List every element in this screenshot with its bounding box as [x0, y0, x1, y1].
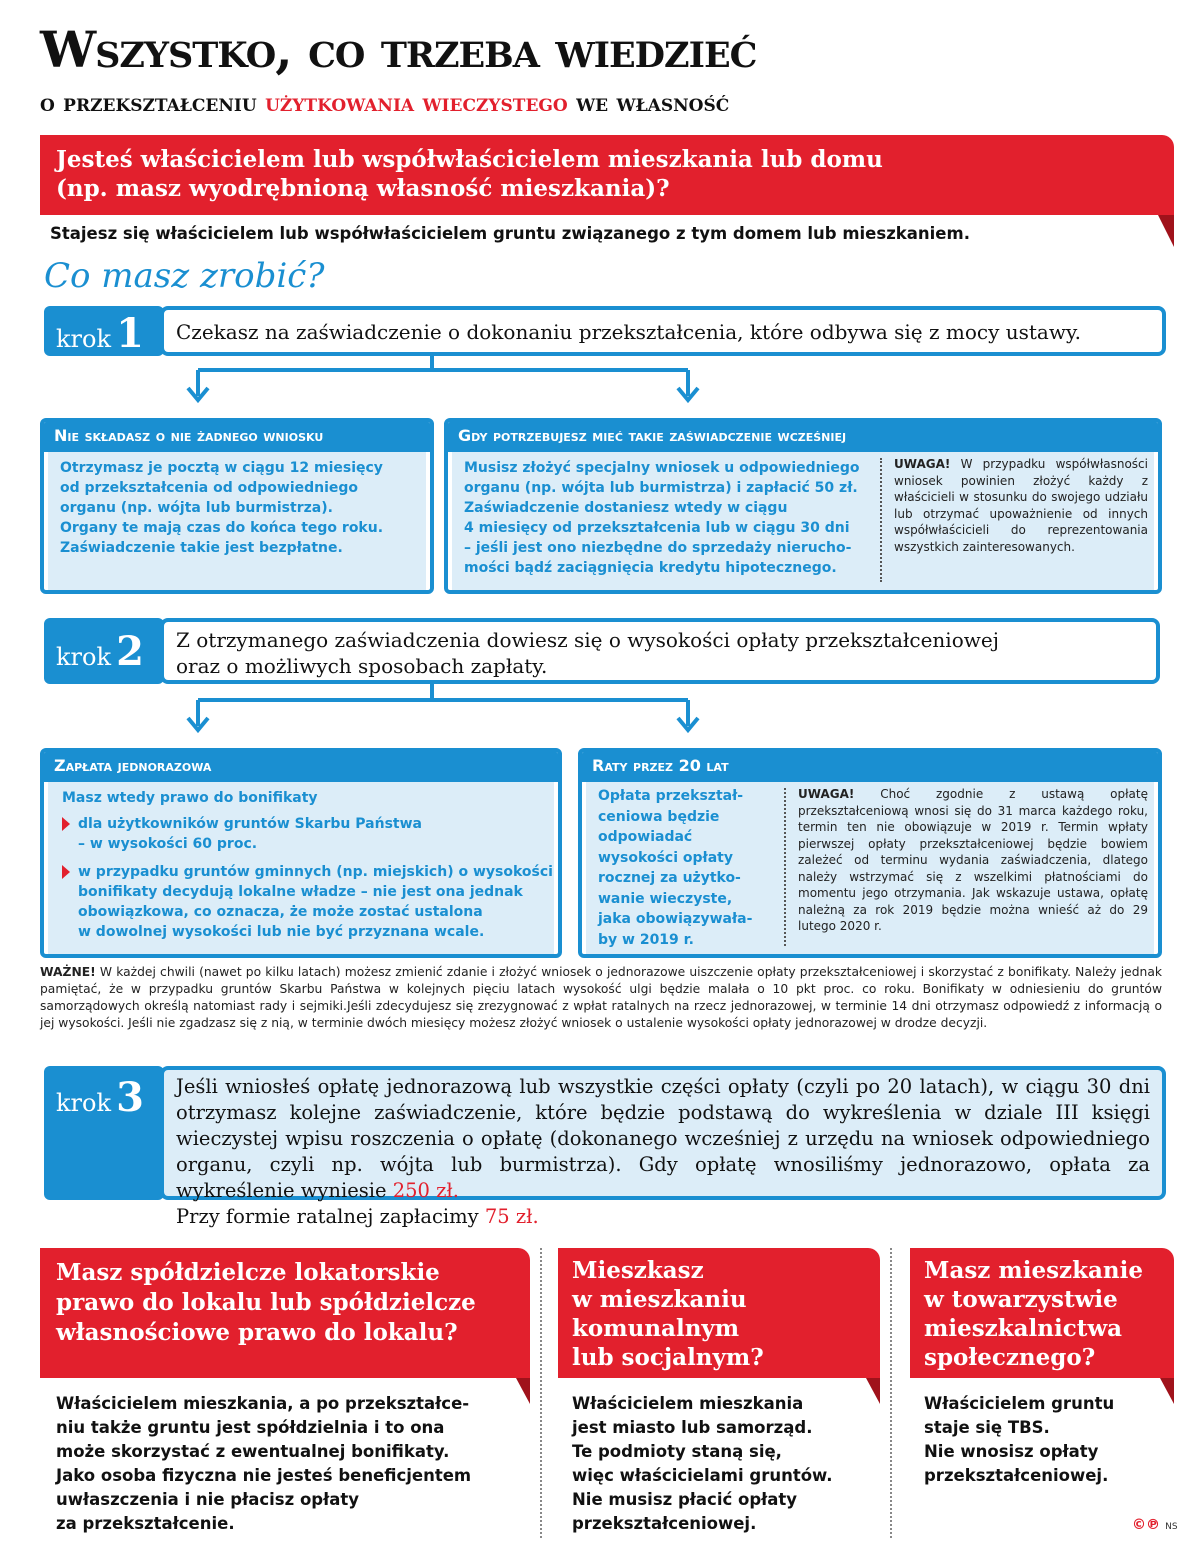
bullet-arrow-icon — [62, 817, 70, 831]
banner-fold — [1158, 215, 1174, 247]
step2-right-line: rocznej za użytko- — [598, 870, 741, 886]
owner-banner-line1: Jesteś właścicielem lub współwłaścicielem mieszkania lub domu — [56, 146, 883, 173]
krok-3-body: Jeśli wniosłeś opłatę jednorazową lub wszystkie części opłaty (czyli po 20 latach), w ciągu 30 dni otrzymasz kolejne zaświadczenie, które będzie podstawą do wykreślenia w dziale III księgi wieczystej wpisu roszczenia o opłatę (dokonanego wcześniej z urzędu na wniosek odpowiedniego organu, czyli np. wójta lub burmistrza). Gdy opłatę wnosiliśmy jednorazowo, opłata za wykreślenie wyniesie — [176, 1075, 1150, 1202]
step2-right-line: odpowiadać — [598, 829, 693, 845]
step2-note-text: Choć zgodnie z ustawą opłatę przekształceniową wnosi się do 31 marca każdego roku, termin ten nie obowiązuje w 2019 r. Termin wpłaty pierwszej opłaty przekształceniowej będzie bowiem zależeć od terminu wydania zaświadczenia, dlatego należy wstrzymać się z wszelkimi płatnościami do momentu jego otrzymania. Jak wskazuje ustawa, opłatę należną za rok 2019 będzie można wnieść aż do 29 lutego 2020 r. — [798, 787, 1148, 933]
step1-note — [894, 456, 1148, 555]
tbs-line: Nie wnosisz opłaty — [924, 1442, 1099, 1461]
municipal-heading-line: komunalnym — [572, 1315, 740, 1342]
municipal-line: Nie musisz płacić opłaty — [572, 1490, 798, 1509]
step1-note-label: UWAGA! — [894, 457, 951, 471]
important-note — [40, 964, 1162, 1032]
krok-3-number: 3 — [116, 1074, 144, 1121]
subtitle-part3: we własność — [576, 88, 730, 117]
tbs-heading-line: społecznego? — [924, 1344, 1096, 1371]
coop-line: niu także gruntu jest spółdzielnia i to ona — [56, 1418, 445, 1437]
step2-bullet1-line: – w wysokości 60 proc. — [78, 836, 258, 852]
step2-bullet2-line: obowiązkowa, co oznacza, że może zostać ustalona — [78, 904, 483, 920]
krok-2-line1: Z otrzymanego zaświadczenia dowiesz się o wysokości opłaty przekształceniowej — [176, 628, 999, 652]
municipal-heading-line: Mieszkasz — [572, 1257, 704, 1284]
bullet-arrow-icon — [62, 865, 70, 879]
step1-left-line: Otrzymasz je pocztą w ciągu 12 miesięcy — [60, 460, 383, 476]
step1-right-panel — [444, 418, 1162, 594]
step2-right-panel — [578, 748, 1162, 958]
krok-3-tab — [44, 1066, 164, 1200]
important-text: W każdej chwili (nawet po kilku latach) możesz zmienić zdanie i złożyć wniosek o jednorazowe uiszczenie opłaty przekształceniowej i skorzystać z bonifikaty. Należy jednak pamiętać, że w przypadku gruntów Skarbu Państwa w kolejnych pięciu latach wysokość ulgi będzie malała o 10 pkt proc. co roku. Bonifikaty w odniesieniu do gruntów samorządowych określą natomiast rady i sejmiki.Jeśli zdecydujesz się zrezygnować z wpłat ratalnych na rzecz jednorazowej, w terminie 14 dni otrzymasz odpowiedź z informacją o jej wysokości. Jeśli nie zgadzasz się z nią, w terminie dwóch miesięcy możesz złożyć wniosek o ustalenie wysokości opłaty jednorazowej w drodze decyzji. — [40, 965, 1162, 1030]
divider-2 — [890, 1248, 892, 1538]
tbs-banner — [910, 1248, 1174, 1378]
krok-2-box — [160, 618, 1160, 684]
step1-connector-line — [198, 354, 688, 396]
step2-right-line: ceniowa będzie — [598, 808, 720, 825]
krok-1-box — [160, 306, 1166, 356]
tbs-line: staje się TBS. — [924, 1418, 1050, 1437]
step2-left-body — [48, 782, 554, 954]
krok-3-word: krok — [56, 1089, 112, 1117]
tbs-line: przekształceniowej. — [924, 1466, 1109, 1485]
step1-right-line: organu (np. wójta lub burmistrza) i zapłacić 50 zł. — [464, 480, 858, 496]
step1-right-body — [452, 452, 1154, 590]
tbs-body — [924, 1392, 1164, 1488]
krok-3-amount1: 250 zł. — [392, 1179, 459, 1202]
step2-left-heading: Zapłata jednorazowa — [44, 752, 558, 782]
divider-1 — [540, 1248, 542, 1538]
step1-left-line: od przekształcenia od odpowiedniego — [60, 480, 359, 496]
step1-connector — [180, 354, 720, 410]
step2-note-divider — [784, 788, 786, 946]
municipal-line: więc właścicielami gruntów. — [572, 1466, 833, 1485]
step1-left-heading: Nie składasz o nie żadnego wniosku — [44, 422, 430, 452]
step2-bullet2-line: w dowolnej wysokości lub nie być przyznana wcale. — [78, 924, 485, 940]
step2-note-label: UWAGA! — [798, 787, 855, 801]
step2-right-heading: Raty przez 20 lat — [582, 752, 1158, 782]
step1-right-line: – jeśli jest ono niezbędne do sprzedaży nierucho- — [464, 540, 852, 556]
step1-right-line: Musisz złożyć specjalny wniosek u odpowiedniego — [464, 460, 860, 476]
step1-left-panel — [40, 418, 434, 594]
krok-3-amount2: 75 zł. — [484, 1205, 539, 1228]
subtitle-part2: użytkowania wieczystego — [265, 88, 568, 117]
coop-heading-line: własnościowe prawo do lokalu? — [56, 1319, 458, 1346]
important-label: WAŻNE! — [40, 965, 96, 979]
krok-2-tab — [44, 618, 164, 684]
step1-note-text: W przypadku współwłasności wniosek powinien złożyć każdy z właścicieli w stosunku do swojego udziału lub otrzymać upoważnienie od innych współwłaścicieli do reprezentowania wszystkich zainteresowanych. — [894, 457, 1148, 554]
tbs-heading-line: Masz mieszkanie — [924, 1257, 1144, 1284]
page-title: Wszystko, co trzeba wiedzieć — [40, 20, 757, 79]
municipal-line: jest miasto lub samorząd. — [572, 1418, 813, 1437]
tbs-heading-line: w towarzystwie — [924, 1286, 1118, 1313]
coop-banner — [40, 1248, 530, 1378]
municipal-line: Te podmioty staną się, — [572, 1442, 782, 1461]
step2-connector-line — [198, 682, 688, 726]
municipal-body — [572, 1392, 872, 1536]
step1-right-heading: Gdy potrzebujesz mieć takie zaświadczenie wcześniej — [448, 422, 1158, 452]
step1-note-divider — [880, 458, 882, 582]
krok-2-line2: oraz o możliwych sposobach zapłaty. — [176, 654, 548, 678]
krok-3-box — [160, 1066, 1166, 1228]
step2-bullet2-line: w przypadku gruntów gminnych (np. miejskich) o wysokości — [78, 864, 553, 880]
coop-line: za przekształcenie. — [56, 1514, 235, 1533]
step1-left-line: organu (np. wójta lub burmistrza). — [60, 500, 333, 516]
tbs-line: Właścicielem gruntu — [924, 1394, 1115, 1413]
coop-heading-line: Masz spółdzielcze lokatorskie — [56, 1259, 440, 1286]
step2-right-line: by w 2019 r. — [598, 931, 694, 948]
krok-2-number: 2 — [116, 628, 144, 675]
step1-right-line: 4 miesięcy od przekształcenia lub w ciągu 30 dni — [464, 520, 850, 536]
krok-1-word: krok — [56, 325, 112, 353]
step1-left-body — [48, 452, 426, 590]
owner-banner — [40, 135, 1174, 215]
coop-heading-line: prawo do lokalu lub spółdzielcze — [56, 1289, 476, 1316]
step2-left-intro: Masz wtedy prawo do bonifikaty — [62, 790, 318, 806]
step1-left-line: Organy te mają czas do końca tego roku. — [60, 520, 384, 536]
municipal-line: przekształceniowej. — [572, 1514, 757, 1533]
step2-right-line: jaka obowiązywała- — [598, 911, 753, 927]
step2-left-panel — [40, 748, 562, 958]
krok-3-body2: Przy formie ratalnej zapłacimy — [176, 1205, 479, 1228]
coop-line: może skorzystać z ewentualnej bonifikaty. — [56, 1442, 450, 1461]
tbs-heading-line: mieszkalnictwa — [924, 1315, 1123, 1342]
step2-right-line: wysokości opłaty — [598, 849, 733, 866]
municipal-heading-line: w mieszkaniu — [572, 1286, 747, 1313]
coop-body — [56, 1392, 526, 1536]
step2-right-line: wanie wieczyste, — [598, 890, 733, 907]
owner-banner-line2: (np. masz wyodrębnioną własność mieszkania)? — [56, 175, 670, 202]
krok-1-text: Czekasz na zaświadczenie o dokonaniu przekształcenia, które odbywa się z mocy ustawy. — [176, 320, 1081, 344]
coop-line: Jako osoba fizyczna nie jesteś beneficjentem — [56, 1466, 472, 1485]
krok-2-word: krok — [56, 643, 112, 671]
step2-connector — [180, 682, 720, 742]
subtitle-part1: o przekształceniu — [40, 88, 257, 117]
owner-statement: Stajesz się właścicielem lub współwłaścicielem gruntu związanego z tym domem lub mieszkaniem. — [50, 224, 970, 243]
step2-right-line: Opłata przekształ- — [598, 788, 744, 804]
author-initials: NS — [1165, 1522, 1178, 1532]
footer-credit — [1132, 1514, 1178, 1533]
step2-bullet1-line: dla użytkowników gruntów Skarbu Państwa — [78, 816, 422, 832]
step1-left-line: Zaświadczenie takie jest bezpłatne. — [60, 540, 343, 556]
coop-line: uwłaszczenia i nie płacisz opłaty — [56, 1490, 359, 1509]
step2-note — [798, 786, 1148, 935]
step1-right-line: Zaświadczenie dostaniesz wtedy w ciągu — [464, 500, 788, 516]
municipal-line: Właścicielem mieszkania — [572, 1394, 804, 1413]
municipal-heading-line: lub socjalnym? — [572, 1344, 764, 1371]
step2-right-body — [586, 782, 1154, 954]
krok-3-text — [176, 1074, 1150, 1230]
krok-1-tab — [44, 306, 164, 356]
coop-line: Właścicielem mieszkania, a po przekształce- — [56, 1394, 470, 1413]
step2-bullet2-line: bonifikaty decydują lokalne władze – nie jest ona jednak — [78, 884, 523, 900]
page-subtitle — [40, 88, 729, 117]
publisher-logo: ©℗ — [1132, 1517, 1160, 1533]
municipal-banner — [558, 1248, 880, 1378]
section-heading: Co masz zrobić? — [44, 256, 325, 296]
step1-right-line: mości bądź zaciągnięcia kredytu hipotecznego. — [464, 560, 837, 576]
krok-1-number: 1 — [116, 310, 144, 357]
